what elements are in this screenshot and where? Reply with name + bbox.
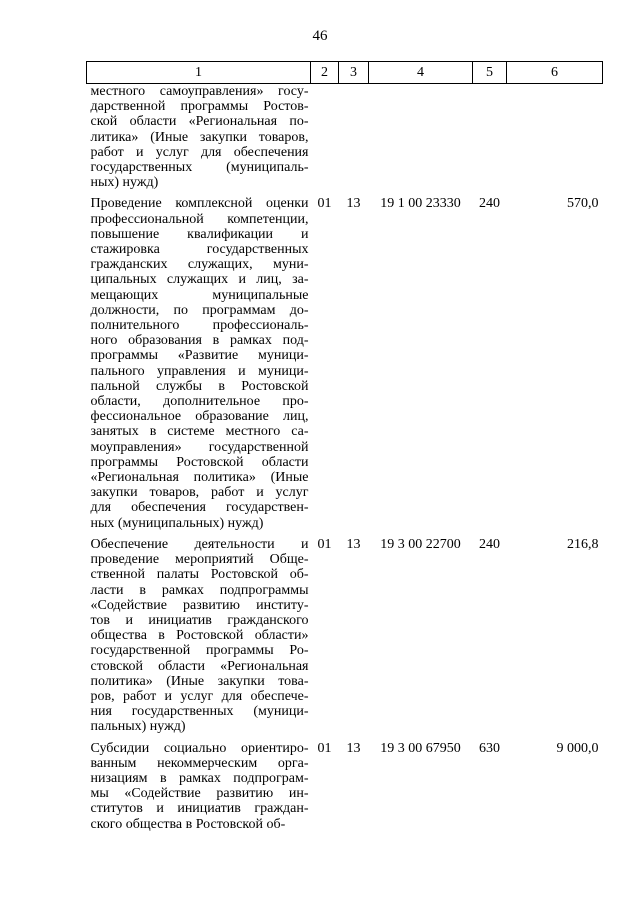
description-line: литика» (Иные закупки товаров, bbox=[90, 129, 309, 145]
section-code: 01 bbox=[317, 536, 332, 552]
row-description bbox=[87, 196, 311, 536]
description-line: политика» (Иные закупки това- bbox=[90, 673, 309, 689]
description-line: для обеспечения государствен- bbox=[90, 500, 309, 516]
column-header-2: 2 bbox=[311, 62, 339, 84]
expense-type-code bbox=[473, 84, 507, 197]
description-line: низациям в рамках подпрограм- bbox=[90, 770, 309, 786]
column-header-4: 4 bbox=[369, 62, 473, 84]
description-line: области, дополнительное про- bbox=[90, 394, 309, 410]
target-article-code: 19 3 00 67950 bbox=[380, 740, 461, 756]
description-line: Проведение комплексной оценки bbox=[90, 196, 309, 212]
target-article-code: 19 1 00 23330 bbox=[380, 196, 461, 212]
description-line: ственной палаты Ростовской об- bbox=[90, 567, 309, 583]
description-line: должности, по программам до- bbox=[90, 302, 309, 318]
description-line: профессиональной компетенции, bbox=[90, 211, 309, 227]
expense-type-code: 240 bbox=[479, 536, 500, 552]
subsection-code: 13 bbox=[346, 196, 361, 212]
description-line: ципальных служащих и лиц, за- bbox=[90, 272, 309, 288]
description-line: программы Ростовской области bbox=[90, 454, 309, 470]
description-line: пальной службы в Ростовской bbox=[90, 378, 309, 394]
page-number: 46 bbox=[312, 28, 328, 44]
table-body bbox=[87, 84, 603, 838]
description-line: повышение квалификации и bbox=[90, 226, 309, 242]
description-line: тов и инициатив гражданского bbox=[90, 612, 309, 628]
description-line: стовской области «Региональная bbox=[90, 658, 309, 674]
description-line: ров, работ и услуг для обеспече- bbox=[90, 688, 309, 704]
section-code: 01 bbox=[317, 740, 332, 756]
description-line: ститутов и инициатив граждан- bbox=[90, 801, 309, 817]
budget-table bbox=[86, 61, 603, 838]
amount: 9 000,0 bbox=[556, 740, 599, 756]
description-line: пальных) нужд) bbox=[90, 719, 186, 735]
description-line: проведение мероприятий Обще- bbox=[90, 552, 309, 568]
description-line: общества в Ростовской области» bbox=[90, 628, 309, 644]
row-description bbox=[87, 537, 311, 741]
description-line: фессиональное образование лиц, bbox=[90, 409, 309, 425]
subsection-code: 13 bbox=[346, 740, 361, 756]
description-line: ного образования в рамках под- bbox=[90, 333, 309, 349]
row-description bbox=[87, 741, 311, 838]
description-line: государственных (муниципаль- bbox=[90, 160, 309, 176]
description-line: ния государственных (муници- bbox=[90, 704, 309, 720]
header-row bbox=[87, 62, 603, 84]
amount bbox=[507, 84, 603, 197]
description-line: местного самоуправления» госу- bbox=[90, 84, 309, 99]
description-line: ласти в рамках подпрограммы bbox=[90, 582, 309, 598]
subsection-code: 13 bbox=[346, 536, 361, 552]
expense-type-code: 630 bbox=[479, 740, 500, 756]
table-header bbox=[87, 62, 603, 84]
amount: 570,0 bbox=[567, 196, 599, 212]
description-line: ского общества в Ростовской об- bbox=[90, 816, 286, 832]
amount: 216,8 bbox=[567, 536, 599, 552]
description-line: занятых в системе местного са- bbox=[90, 424, 309, 440]
description-line: работ и услуг для обеспечения bbox=[90, 144, 309, 160]
description-line: «Региональная политика» (Иные bbox=[90, 470, 309, 486]
table-row bbox=[87, 537, 603, 741]
subsection-code bbox=[339, 84, 369, 197]
description-line: ской области «Региональная по- bbox=[90, 114, 309, 130]
description-line: закупки товаров, работ и услуг bbox=[90, 485, 309, 501]
description-line: ных (муниципальных) нужд) bbox=[90, 515, 264, 531]
column-header-3: 3 bbox=[339, 62, 369, 84]
expense-type-code: 240 bbox=[479, 196, 500, 212]
description-line: Субсидии социально ориентиро- bbox=[90, 740, 309, 756]
description-line: ных) нужд) bbox=[90, 175, 159, 191]
description-line: мещающих муниципальные bbox=[90, 287, 309, 303]
description-line: полнительного профессиональ- bbox=[90, 318, 309, 334]
description-line: стажировка государственных bbox=[90, 242, 309, 258]
column-header-1: 1 bbox=[87, 62, 311, 84]
column-header-5: 5 bbox=[473, 62, 507, 84]
description-line: «Содействие развитию институ- bbox=[90, 597, 309, 613]
table-row bbox=[87, 84, 603, 197]
description-line: гражданских служащих, муни- bbox=[90, 257, 309, 273]
table-row bbox=[87, 196, 603, 536]
description-line: моуправления» государственной bbox=[90, 439, 309, 455]
section-code bbox=[311, 84, 339, 197]
column-header-6: 6 bbox=[507, 62, 603, 84]
table-row bbox=[87, 741, 603, 838]
target-article-code: 19 3 00 22700 bbox=[380, 536, 461, 552]
section-code: 01 bbox=[317, 196, 332, 212]
description-line: мы «Содействие развитию ин- bbox=[90, 786, 309, 802]
description-line: пального управления и муници- bbox=[90, 363, 309, 379]
description-line: государственной программы Ро- bbox=[90, 643, 309, 659]
description-line: программы «Развитие муници- bbox=[90, 348, 309, 364]
description-line: ванным некоммерческим орга- bbox=[90, 755, 309, 771]
target-article-code bbox=[369, 84, 473, 197]
description-line: дарственной программы Ростов- bbox=[90, 99, 309, 115]
description-line: Обеспечение деятельности и bbox=[90, 536, 309, 552]
row-description bbox=[87, 84, 311, 197]
